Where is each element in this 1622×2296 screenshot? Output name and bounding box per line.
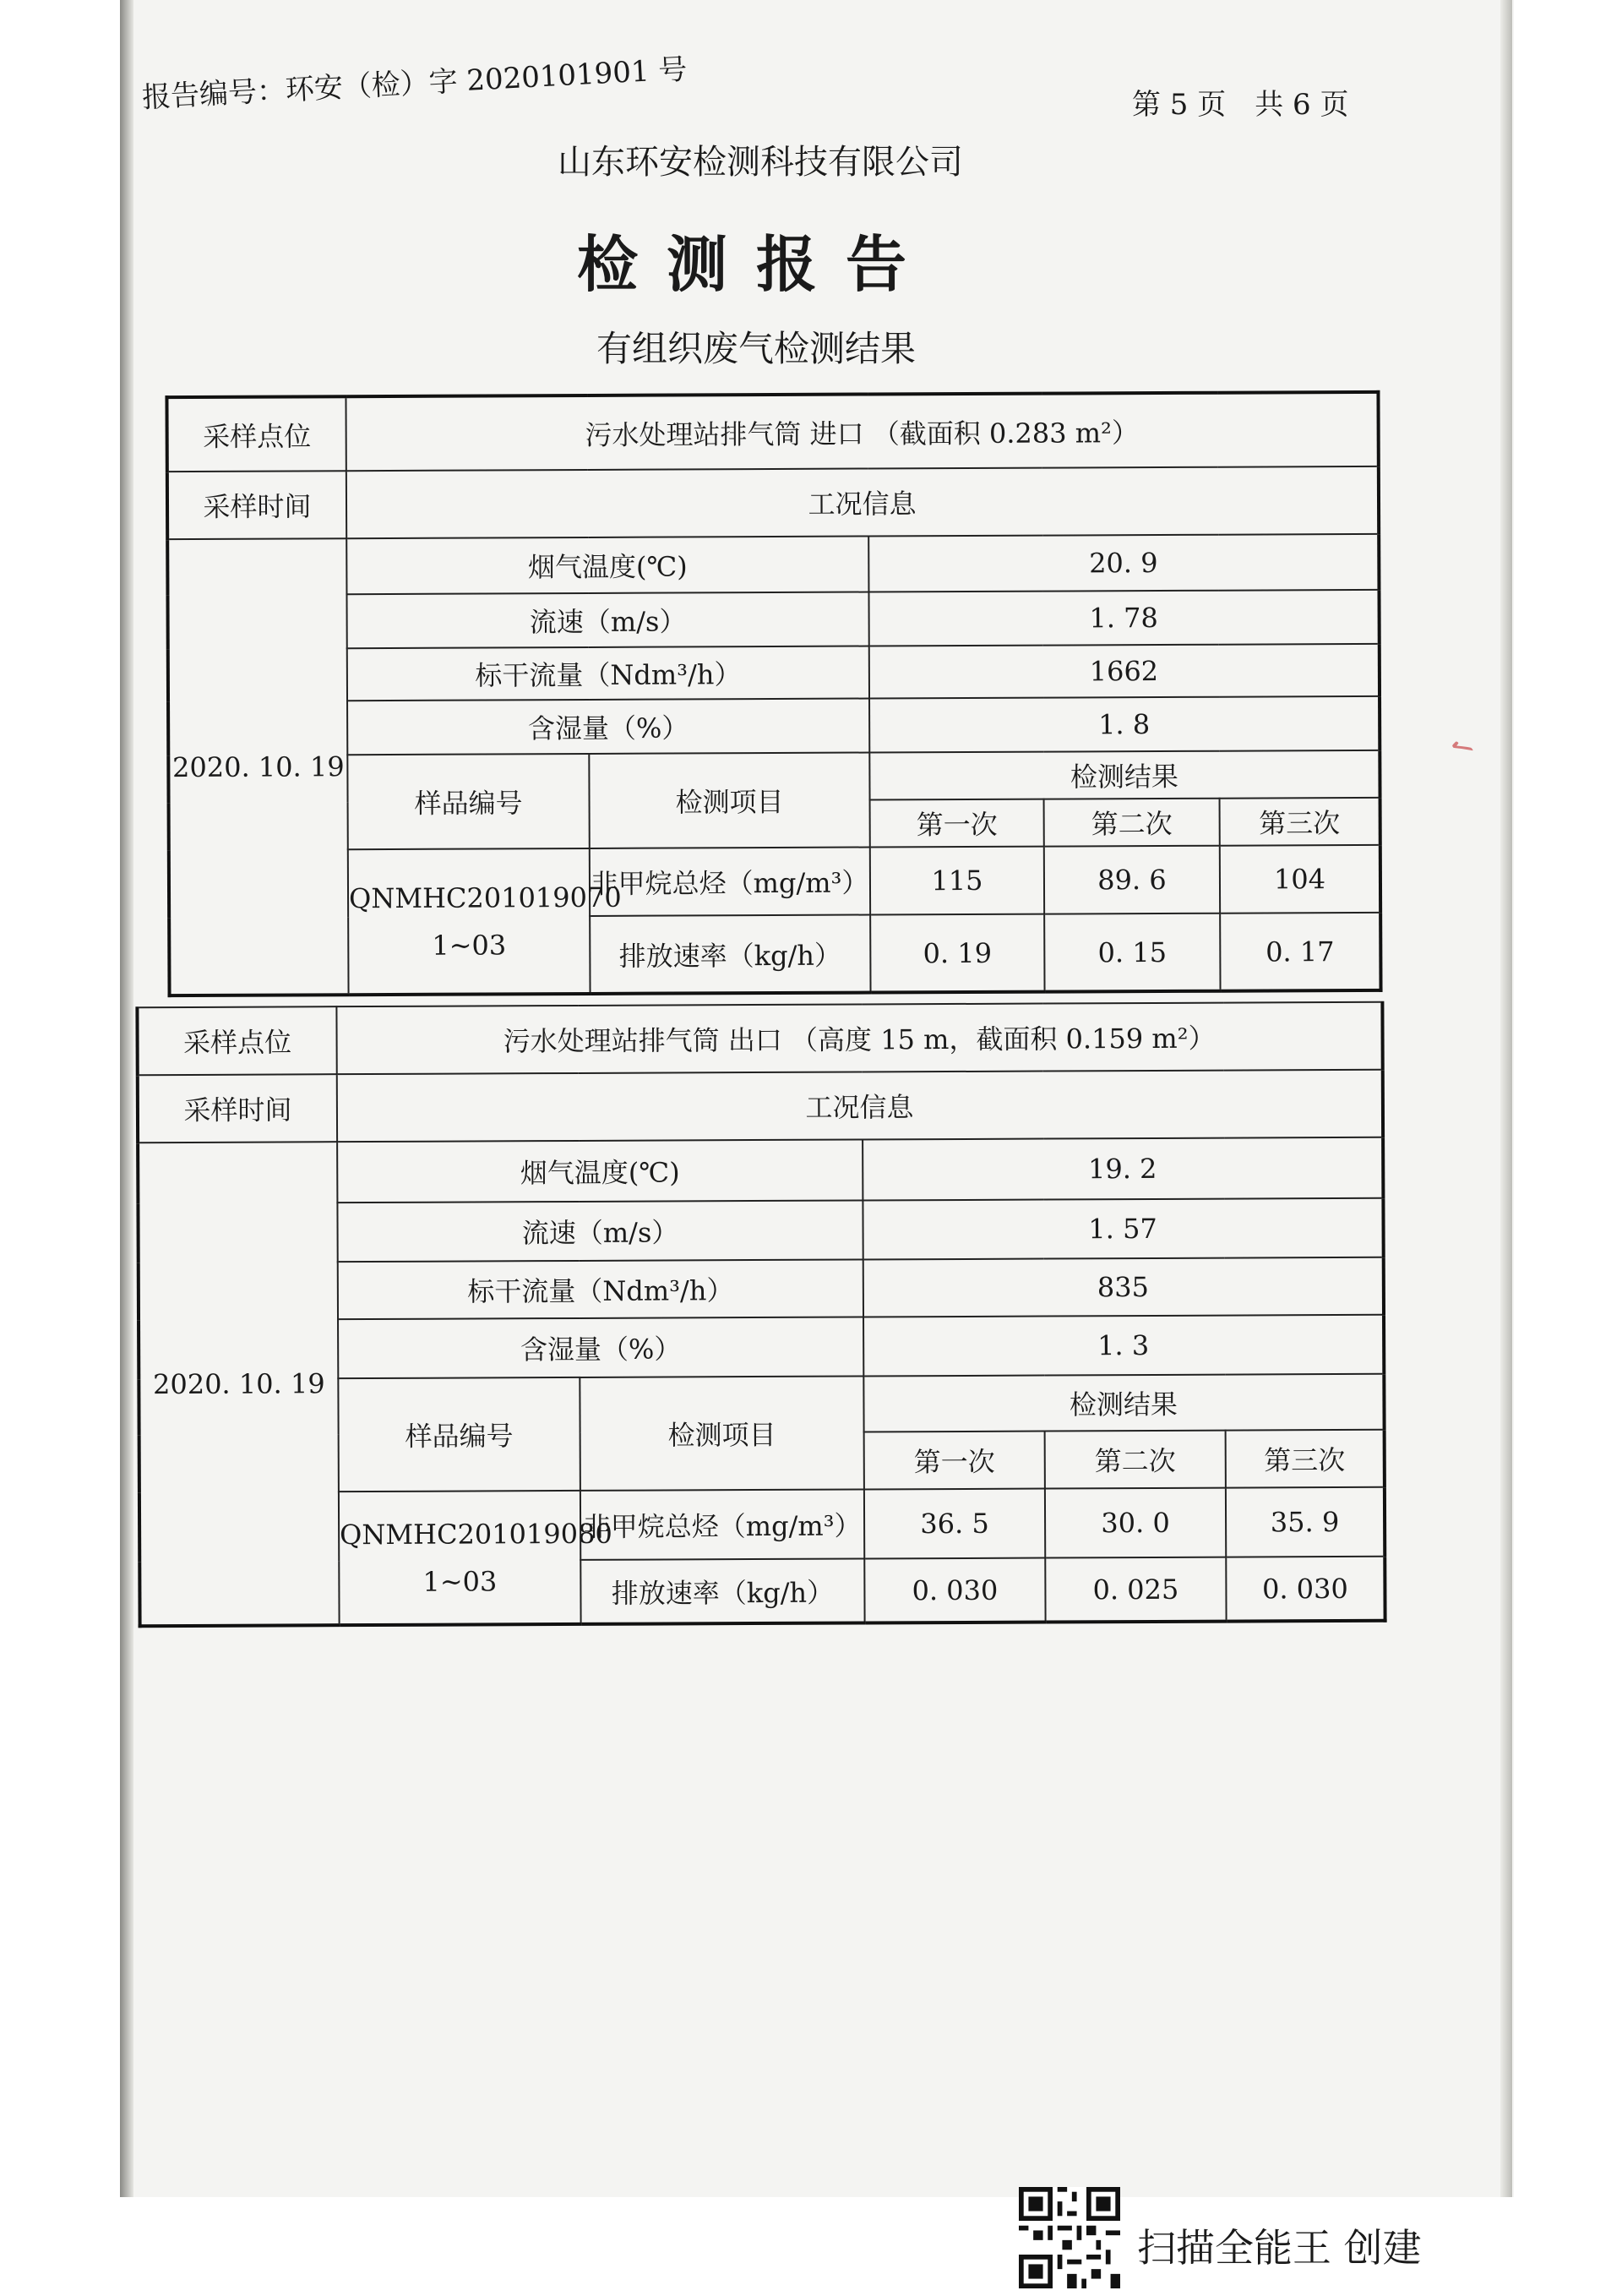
inlet-flue-temp: 20. 9 (868, 534, 1379, 592)
sampling-time-label: 采样时间 (167, 471, 346, 539)
company-name: 山东环安检测科技有限公司 (558, 143, 963, 182)
inlet-rate-run2: 0. 15 (1044, 913, 1220, 992)
outlet-sample-no-line2: 1~03 (422, 1564, 498, 1598)
std-flow-label: 标干流量（Ndm³/h） (347, 646, 869, 701)
outlet-nmhc-run1: 36. 5 (864, 1489, 1045, 1559)
test-item-label: 检测项目 (580, 1376, 864, 1490)
result-label: 检测结果 (863, 1374, 1384, 1432)
page-indicator: 第 5 页 共 6 页 (1132, 88, 1349, 122)
emission-rate-label: 排放速率（kg/h） (590, 915, 870, 994)
run3-label: 第三次 (1226, 1430, 1385, 1488)
inlet-results-table (165, 390, 1382, 997)
run1-label: 第一次 (864, 1432, 1045, 1490)
outlet-nmhc-run3: 35. 9 (1226, 1487, 1385, 1557)
velocity-label: 流速（m/s） (337, 1200, 863, 1262)
document-title: 检测报告 (576, 228, 935, 300)
inlet-rate-run3: 0. 17 (1220, 913, 1380, 991)
outlet-sampling-point: 污水处理站排气筒 出口 （高度 15 m，截面积 0.159 m²） (336, 1002, 1382, 1074)
outlet-rate-run2: 0. 025 (1045, 1557, 1226, 1622)
inlet-rate-run1: 0. 19 (870, 914, 1044, 993)
test-item-label: 检测项目 (589, 753, 869, 848)
flue-temp-label: 烟气温度(℃) (337, 1139, 863, 1203)
inlet-moisture: 1. 8 (869, 696, 1380, 753)
section-title: 有组织废气检测结果 (596, 328, 916, 369)
std-flow-label: 标干流量（Ndm³/h） (338, 1259, 863, 1319)
outlet-sample-no (339, 1491, 612, 1625)
emission-rate-label: 排放速率（kg/h） (580, 1558, 864, 1623)
scanner-caption: 扫描全能王 创建 (1137, 2225, 1422, 2271)
outlet-rate-run1: 0. 030 (864, 1558, 1045, 1623)
conditions-header: 工况信息 (346, 466, 1379, 538)
inlet-std-flow: 1662 (869, 644, 1380, 699)
outlet-rate-run3: 0. 030 (1226, 1557, 1385, 1622)
outlet-moisture: 1. 3 (863, 1315, 1384, 1377)
outlet-results-table (135, 1001, 1386, 1628)
sampling-time-label: 采样时间 (138, 1074, 337, 1143)
nmhc-label: 非甲烷总烃（mg/m³） (590, 848, 870, 916)
nmhc-label: 非甲烷总烃（mg/m³） (580, 1489, 864, 1559)
sampling-point-label: 采样点位 (137, 1006, 336, 1075)
run2-label: 第二次 (1045, 1431, 1226, 1489)
velocity-label: 流速（m/s） (346, 592, 868, 649)
flue-temp-label: 烟气温度(℃) (346, 537, 868, 595)
inlet-sample-no (348, 848, 622, 995)
run1-label: 第一次 (870, 799, 1044, 848)
result-label: 检测结果 (869, 750, 1380, 800)
outlet-sample-no-line1: QNMHC201019080 (340, 1517, 612, 1551)
qr-code-icon (1019, 2187, 1120, 2288)
conditions-header: 工况信息 (337, 1070, 1383, 1142)
inlet-nmhc-run1: 115 (870, 847, 1044, 915)
outlet-nmhc-run2: 30. 0 (1045, 1488, 1226, 1558)
outlet-std-flow: 835 (863, 1257, 1384, 1317)
inlet-sample-no-line2: 1~03 (432, 928, 507, 962)
inlet-sampling-point: 污水处理站排气筒 进口 （截面积 0.283 m²） (346, 392, 1378, 471)
run3-label: 第三次 (1220, 798, 1380, 846)
sample-no-label: 样品编号 (347, 754, 589, 849)
inlet-velocity: 1. 78 (868, 590, 1379, 646)
moisture-label: 含湿量（%） (338, 1317, 863, 1378)
outlet-sampling-date: 2020. 10. 19 (138, 1142, 339, 1626)
sample-no-label: 样品编号 (338, 1377, 580, 1492)
run2-label: 第二次 (1044, 799, 1220, 847)
outlet-velocity: 1. 57 (863, 1198, 1383, 1260)
outlet-flue-temp: 19. 2 (863, 1137, 1383, 1201)
inlet-sampling-date: 2020. 10. 19 (167, 538, 348, 995)
sampling-point-label: 采样点位 (166, 396, 346, 472)
report-number: 报告编号：环安（检）字 2020101901 号 (141, 52, 689, 115)
inlet-sample-no-line1: QNMHC201019070 (348, 881, 622, 914)
moisture-label: 含湿量（%） (347, 699, 869, 755)
inlet-nmhc-run2: 89. 6 (1044, 846, 1220, 914)
inlet-nmhc-run3: 104 (1220, 845, 1380, 913)
official-seal-stamp: ✓ (1440, 728, 1483, 768)
